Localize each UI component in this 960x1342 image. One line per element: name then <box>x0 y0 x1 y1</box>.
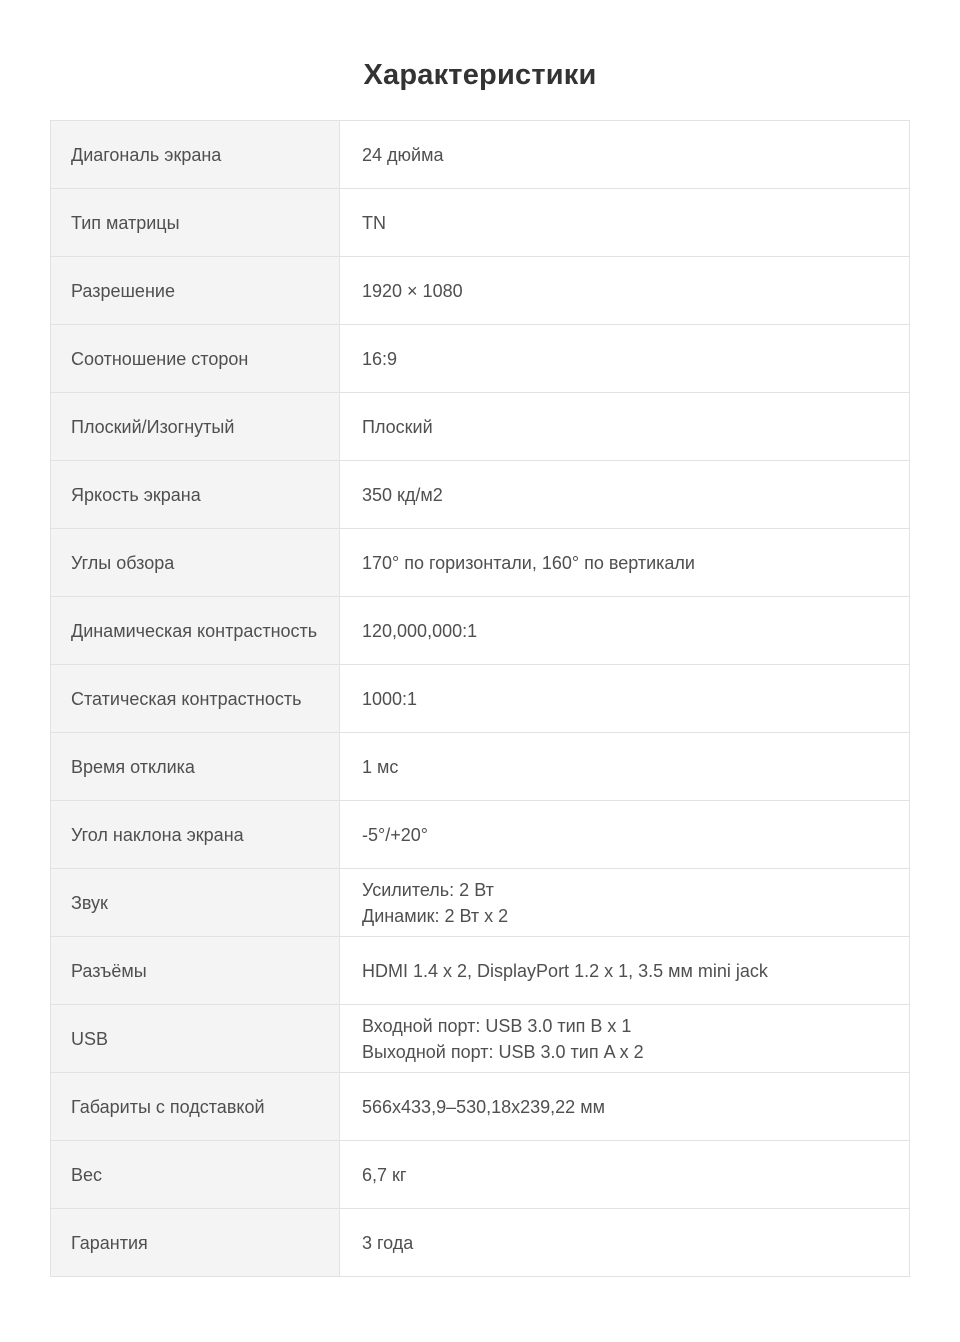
spec-value <box>340 1073 910 1141</box>
spec-name: Разрешение <box>51 257 340 325</box>
spec-value <box>340 869 910 937</box>
spec-value-line: Усилитель: 2 Вт <box>362 879 494 900</box>
spec-value <box>340 597 910 665</box>
spec-row <box>51 1209 910 1277</box>
spec-value-line: 566x433,9–530,18x239,22 мм <box>362 1096 605 1117</box>
spec-name: Яркость экрана <box>51 461 340 529</box>
spec-value <box>340 665 910 733</box>
spec-row <box>51 529 910 597</box>
spec-value-line: 1920 × 1080 <box>362 280 463 301</box>
spec-row <box>51 869 910 937</box>
spec-value <box>340 461 910 529</box>
spec-name: Вес <box>51 1141 340 1209</box>
spec-row <box>51 461 910 529</box>
spec-value <box>340 121 910 189</box>
spec-value <box>340 325 910 393</box>
spec-name: Тип матрицы <box>51 189 340 257</box>
spec-value <box>340 529 910 597</box>
spec-name: Статическая контрастность <box>51 665 340 733</box>
spec-name: Соотношение сторон <box>51 325 340 393</box>
spec-value <box>340 801 910 869</box>
spec-row <box>51 189 910 257</box>
spec-value-line: 24 дюйма <box>362 144 444 165</box>
spec-row <box>51 733 910 801</box>
spec-value-line: 1 мс <box>362 756 399 777</box>
spec-value-line: 6,7 кг <box>362 1164 407 1185</box>
spec-row <box>51 937 910 1005</box>
spec-name: Плоский/Изогнутый <box>51 393 340 461</box>
spec-name: USB <box>51 1005 340 1073</box>
spec-row <box>51 1141 910 1209</box>
spec-value <box>340 189 910 257</box>
spec-value <box>340 257 910 325</box>
spec-value-line: 1000:1 <box>362 688 418 709</box>
spec-value <box>340 1209 910 1277</box>
spec-row <box>51 121 910 189</box>
spec-value-line: 120,000,000:1 <box>362 620 478 641</box>
spec-value <box>340 1141 910 1209</box>
spec-value-line: Динамик: 2 Вт x 2 <box>362 905 509 926</box>
spec-value-line: 3 года <box>362 1232 414 1253</box>
spec-name: Углы обзора <box>51 529 340 597</box>
spec-value-line: 16:9 <box>362 348 398 369</box>
spec-name: Диагональ экрана <box>51 121 340 189</box>
spec-name: Время отклика <box>51 733 340 801</box>
spec-value-line: 170° по горизонтали, 160° по вертикали <box>362 552 695 573</box>
specifications-table-body <box>51 121 910 1277</box>
spec-value <box>340 937 910 1005</box>
spec-value <box>340 733 910 801</box>
spec-row <box>51 393 910 461</box>
spec-name: Звук <box>51 869 340 937</box>
spec-row <box>51 1005 910 1073</box>
spec-value-line: TN <box>362 212 386 233</box>
spec-name: Динамическая контрастность <box>51 597 340 665</box>
spec-name: Угол наклона экрана <box>51 801 340 869</box>
spec-value <box>340 393 910 461</box>
spec-row <box>51 257 910 325</box>
spec-value-line: -5°/+20° <box>362 824 428 845</box>
spec-name: Гарантия <box>51 1209 340 1277</box>
page-title: Характеристики <box>363 59 597 92</box>
spec-value-line: Входной порт: USB 3.0 тип B x 1 <box>362 1015 632 1036</box>
spec-value <box>340 1005 910 1073</box>
spec-name: Габариты с подставкой <box>51 1073 340 1141</box>
spec-value-line: Плоский <box>362 416 433 437</box>
spec-value-line: 350 кд/м2 <box>362 484 443 505</box>
spec-row <box>51 801 910 869</box>
spec-row <box>51 1073 910 1141</box>
spec-name: Разъёмы <box>51 937 340 1005</box>
specifications-table <box>50 120 910 1277</box>
spec-row <box>51 325 910 393</box>
spec-row <box>51 597 910 665</box>
spec-row <box>51 665 910 733</box>
spec-value-line: HDMI 1.4 x 2, DisplayPort 1.2 x 1, 3.5 мм mini jack <box>362 960 768 981</box>
spec-value-line: Выходной порт: USB 3.0 тип A x 2 <box>362 1041 644 1062</box>
